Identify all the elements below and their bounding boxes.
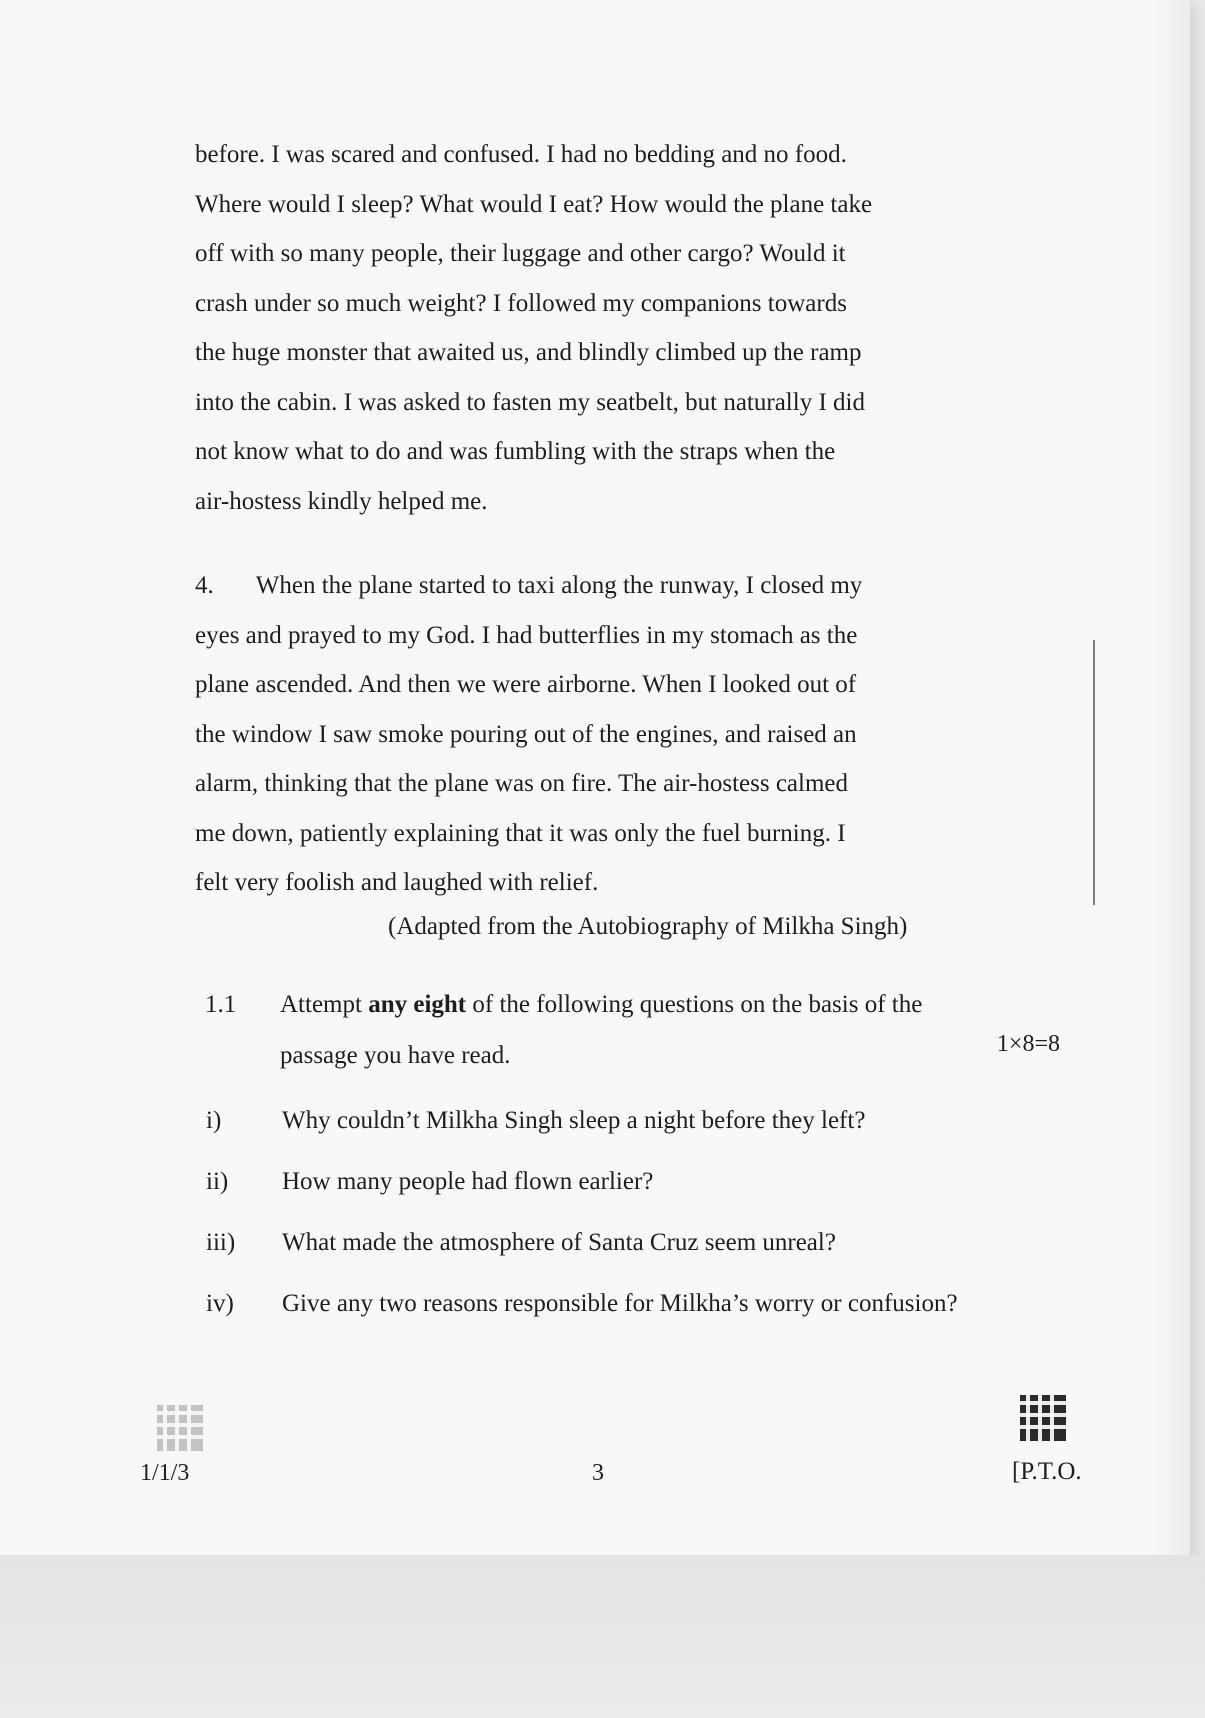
question-text: Why couldn’t Milkha Singh sleep a night before they left? — [282, 1107, 866, 1134]
passage-line: off with so many people, their luggage and other cargo? Would it — [195, 240, 846, 267]
paper-code: 1/1/3 — [140, 1460, 190, 1486]
passage-line: eyes and prayed to my God. I had butterflies in my stomach as the — [195, 621, 858, 649]
passage-paragraph-4 — [195, 561, 995, 908]
question-text: How many people had flown earlier? — [282, 1168, 654, 1195]
passage-line: the window I saw smoke pouring out of the engines, and raised an — [195, 720, 857, 748]
passage-line: not know what to do and was fumbling with the straps when the — [195, 438, 836, 465]
passage-line: Where would I sleep? What would I eat? How would the plane take — [195, 190, 873, 218]
please-turn-over: [P.T.O. — [1012, 1458, 1082, 1485]
passage-line: crash under so much weight? I followed my companions towards — [195, 289, 847, 317]
margin-mark-line — [1093, 640, 1095, 905]
question-item — [206, 1218, 1006, 1267]
passage-line: plane ascended. And then we were airborne. When I looked out of — [195, 671, 857, 698]
question-item — [206, 1157, 1006, 1206]
passage-line: felt very foolish and laughed with relief. — [195, 869, 599, 896]
question-label: ii) — [206, 1168, 229, 1195]
qr-code-icon — [157, 1405, 203, 1451]
passage-source: (Adapted from the Autobiography of Milkha Singh) — [388, 913, 908, 940]
passage-paragraph-continued — [195, 130, 995, 526]
question-label: i) — [206, 1107, 222, 1134]
question-label: iv) — [206, 1290, 234, 1317]
qr-code-icon — [1020, 1395, 1066, 1441]
question-text: Give any two reasons responsible for Milkha’s worry or confusion? — [282, 1290, 958, 1317]
question-item — [206, 1096, 1006, 1145]
question-item — [206, 1279, 1006, 1328]
question-instruction: Attempt any eight of the following questions on the basis of the passage you have read. — [280, 991, 923, 1069]
question-number: 1.1 — [205, 991, 237, 1018]
question-text: What made the atmosphere of Santa Cruz seem unreal? — [282, 1229, 836, 1256]
paragraph-number: 4. — [195, 572, 214, 599]
passage-line: me down, patiently explaining that it was only the fuel burning. I — [195, 819, 846, 847]
question-label: iii) — [206, 1229, 236, 1256]
passage-line: the huge monster that awaited us, and blindly climbed up the ramp — [195, 339, 862, 366]
emphasis-text: any eight — [368, 991, 467, 1018]
passage-line: into the cabin. I was asked to fasten my seatbelt, but naturally I did — [195, 388, 865, 416]
passage-line: air-hostess kindly helped me. — [195, 487, 488, 515]
passage-line: before. I was scared and confused. I had no bedding and no food. — [195, 141, 847, 168]
question-list — [206, 1096, 1006, 1340]
passage-line: alarm, thinking that the plane was on fire. The air-hostess calmed — [195, 770, 849, 797]
passage-line: When the plane started to taxi along the runway, I closed my — [255, 572, 863, 599]
scan-background — [0, 1555, 1205, 1718]
page-number: 3 — [592, 1460, 604, 1486]
marks-allocation: 1×8=8 — [996, 1031, 1060, 1057]
